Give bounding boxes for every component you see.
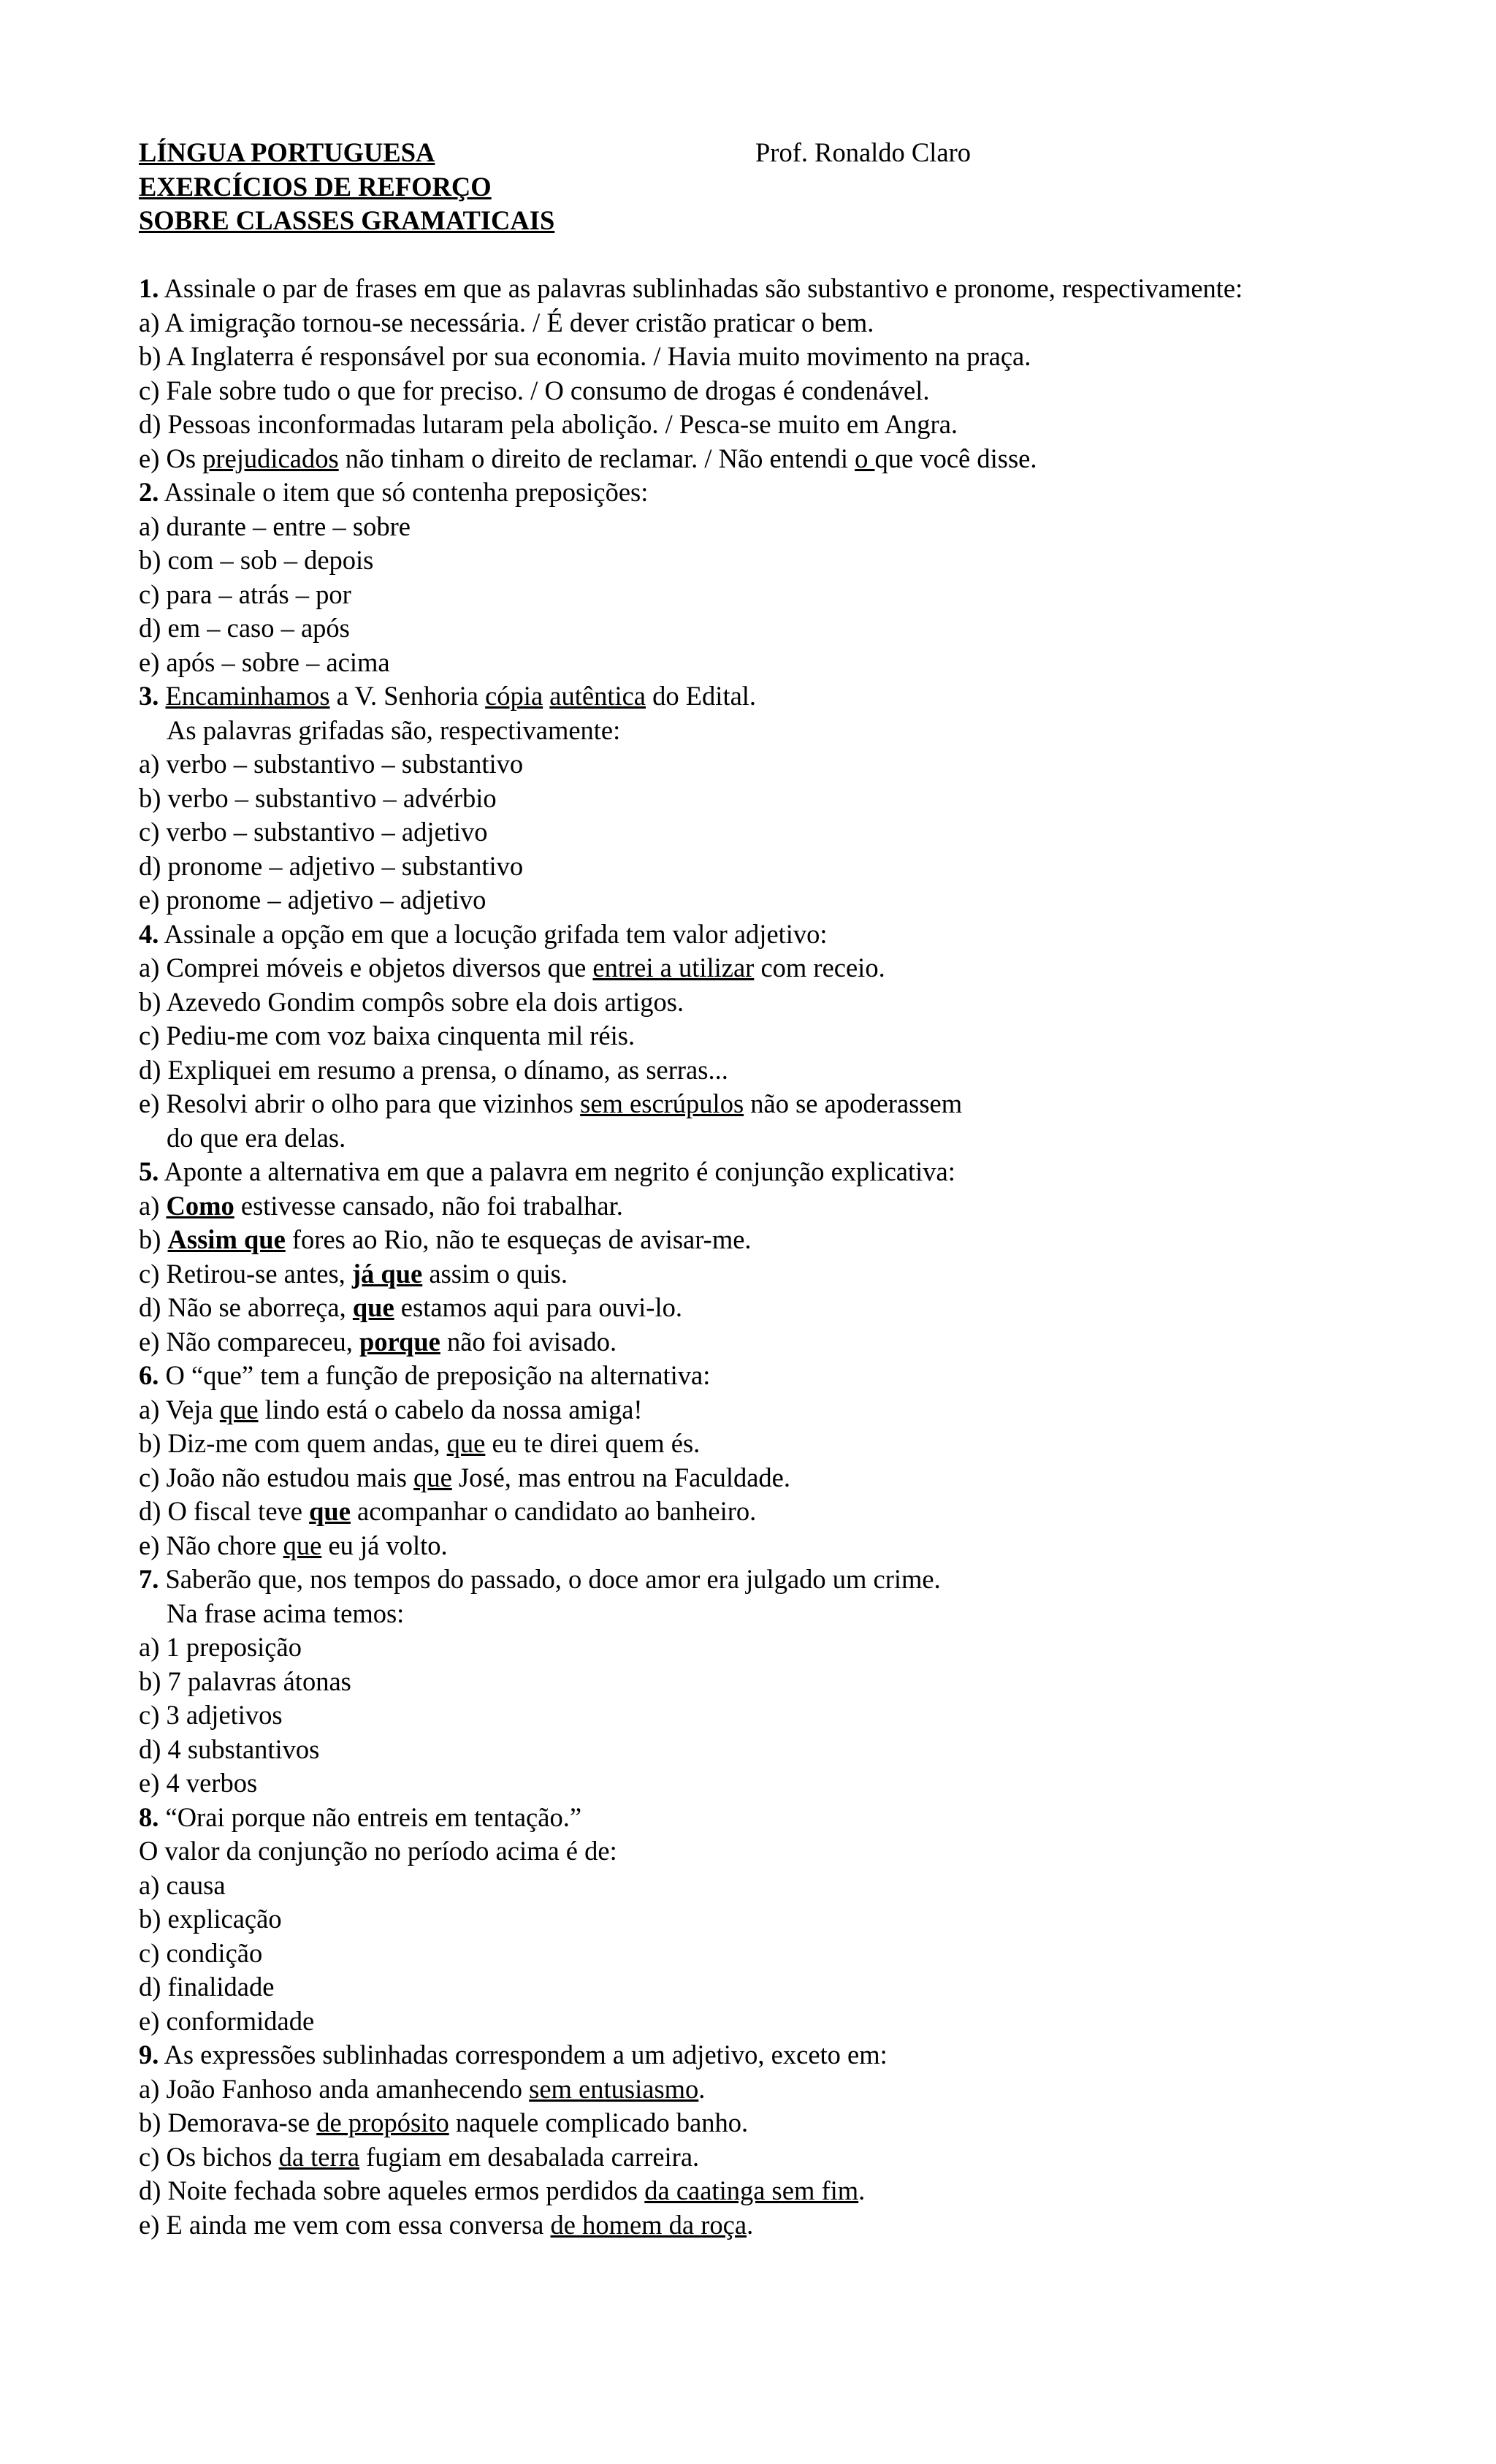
question-number: 1. xyxy=(139,273,159,303)
question-3-stem: 3. Encaminhamos a V. Senhoria cópia autêntica do Edital. xyxy=(139,681,757,711)
option-a: a) João Fanhoso anda amanhecendo sem entusiasmo. xyxy=(139,2073,706,2104)
option-d: d) Expliquei em resumo a prensa, o dínamo, as serras... xyxy=(139,1054,728,1085)
question-7-stem: 7. Saberão que, nos tempos do passado, o doce amor era julgado um crime. xyxy=(139,1564,941,1594)
option-e: e) Resolvi abrir o olho para que vizinhos sem escrúpulos não se apoderassem xyxy=(139,1088,963,1118)
option-d: d) pronome – adjetivo – substantivo xyxy=(139,850,524,881)
option-a: a) causa xyxy=(139,1869,226,1900)
option-c: c) verbo – substantivo – adjetivo xyxy=(139,817,488,847)
option-b: b) A Inglaterra é responsável por sua economia. / Havia muito movimento na praça. xyxy=(139,341,1031,371)
question-5-stem: 5. Aponte a alternativa em que a palavra em negrito é conjunção explicativa: xyxy=(139,1156,955,1186)
underlined-phrase: da caatinga sem fim xyxy=(644,2175,859,2205)
option-c: c) 3 adjetivos xyxy=(139,1700,283,1730)
option-a: a) Comprei móveis e objetos diversos que entrei a utilizar com receio. xyxy=(139,953,885,983)
option-d: d) em – caso – após xyxy=(139,613,350,643)
underlined-phrase: sem escrúpulos xyxy=(580,1088,744,1118)
underlined-word: que xyxy=(283,1530,322,1560)
option-e: e) conformidade xyxy=(139,2005,315,2036)
question-7-instruction: Na frase acima temos: xyxy=(167,1598,405,1628)
option-a: a) 1 preposição xyxy=(139,1632,302,1662)
option-d: d) Noite fechada sobre aqueles ermos perdidos da caatinga sem fim. xyxy=(139,2175,866,2205)
option-d: d) Pessoas inconformadas lutaram pela abolição. / Pesca-se muito em Angra. xyxy=(139,409,958,439)
option-c: c) Os bichos da terra fugiam em desabalada carreira. xyxy=(139,2141,700,2172)
question-number: 4. xyxy=(139,918,159,949)
question-number: 6. xyxy=(139,1360,159,1390)
option-a: a) Como estivesse cansado, não foi trabalhar. xyxy=(139,1190,623,1221)
document-content xyxy=(139,136,1439,2242)
option-d: d) 4 substantivos xyxy=(139,1733,320,1764)
underlined-word: autêntica xyxy=(549,681,646,711)
option-a: a) A imigração tornou-se necessária. / É dever cristão praticar o bem. xyxy=(139,307,874,337)
question-number: 3. xyxy=(139,681,159,711)
question-number: 8. xyxy=(139,1801,159,1832)
option-c: c) João não estudou mais que José, mas entrou na Faculdade. xyxy=(139,1462,790,1492)
option-b: b) Diz-me com quem andas, que eu te direi quem és. xyxy=(139,1428,701,1458)
question-4-stem: 4. Assinale a opção em que a locução grifada tem valor adjetivo: xyxy=(139,918,828,949)
question-number: 7. xyxy=(139,1564,159,1594)
bold-underlined-word: porque xyxy=(359,1326,440,1357)
bold-underlined-word: que xyxy=(352,1292,394,1322)
option-a: a) verbo – substantivo – substantivo xyxy=(139,749,524,779)
underlined-word: que xyxy=(446,1428,486,1458)
option-b: b) verbo – substantivo – advérbio xyxy=(139,782,497,813)
question-number: 2. xyxy=(139,477,159,507)
underlined-phrase: de homem da roça xyxy=(550,2209,747,2240)
question-number: 9. xyxy=(139,2040,159,2070)
question-9-stem: 9. As expressões sublinhadas correspondem a um adjetivo, exceto em: xyxy=(139,2040,888,2070)
question-8-stem: 8. “Orai porque não entreis em tentação.” xyxy=(139,1801,582,1832)
option-b: b) 7 palavras átonas xyxy=(139,1666,351,1696)
question-2-stem: 2. Assinale o item que só contenha preposições: xyxy=(139,477,649,507)
question-6-stem: 6. O “que” tem a função de preposição na alternativa: xyxy=(139,1360,711,1390)
option-e: e) pronome – adjetivo – adjetivo xyxy=(139,885,486,915)
option-c: c) condição xyxy=(139,1937,263,1968)
underlined-word: que xyxy=(413,1462,452,1492)
header-row xyxy=(139,136,1439,170)
option-c: c) Fale sobre tudo o que for preciso. / O consumo de drogas é condenável. xyxy=(139,375,930,405)
option-e-continuation: do que era delas. xyxy=(167,1122,346,1153)
option-b: b) com – sob – depois xyxy=(139,545,374,575)
option-c: c) para – atrás – por xyxy=(139,579,351,609)
option-b: b) Assim que fores ao Rio, não te esqueças de avisar-me. xyxy=(139,1224,752,1254)
underlined-word: que xyxy=(219,1394,259,1424)
underlined-phrase: da terra xyxy=(278,2141,360,2172)
question-3-instruction: As palavras grifadas são, respectivamente: xyxy=(167,714,621,745)
topic-title: SOBRE CLASSES GRAMATICAIS xyxy=(139,205,555,235)
option-e: e) Os prejudicados não tinham o direito de reclamar. / Não entendi o que você disse. xyxy=(139,443,1037,473)
bold-underlined-word: Como xyxy=(166,1190,234,1221)
option-e: e) após – sobre – acima xyxy=(139,646,390,677)
underlined-word: o xyxy=(855,443,875,473)
option-a: a) Veja que lindo está o cabelo da nossa amiga! xyxy=(139,1394,643,1424)
underlined-phrase: sem entusiasmo xyxy=(529,2073,699,2104)
underlined-phrase: entrei a utilizar xyxy=(592,953,755,983)
option-d: d) finalidade xyxy=(139,1972,275,2002)
teacher-name: Prof. Ronaldo Claro xyxy=(755,137,972,167)
option-b: b) explicação xyxy=(139,1904,282,1934)
underlined-word: Encaminhamos xyxy=(165,681,330,711)
underlined-phrase: de propósito xyxy=(316,2108,449,2137)
underlined-word: cópia xyxy=(485,681,543,711)
exercise-title: EXERCÍCIOS DE REFORÇO xyxy=(139,171,492,202)
subject-title: LÍNGUA PORTUGUESA xyxy=(139,137,435,167)
option-e: e) 4 verbos xyxy=(139,1768,258,1798)
option-c: c) Retirou-se antes, já que assim o quis. xyxy=(139,1258,568,1289)
option-d: d) Não se aborreça, que estamos aqui para ouvi-lo. xyxy=(139,1292,682,1322)
option-a: a) durante – entre – sobre xyxy=(139,511,411,541)
option-c: c) Pediu-me com voz baixa cinquenta mil réis. xyxy=(139,1021,636,1050)
bold-underlined-word: que xyxy=(309,1496,351,1526)
underlined-word: prejudicados xyxy=(202,443,339,473)
option-b: b) Azevedo Gondim compôs sobre ela dois artigos. xyxy=(139,986,684,1017)
question-number: 5. xyxy=(139,1156,159,1186)
question-1-stem: 1. Assinale o par de frases em que as palavras sublinhadas são substantivo e pronome, respectivamente: xyxy=(139,273,1243,303)
option-e: e) Não compareceu, porque não foi avisado. xyxy=(139,1326,617,1357)
option-e: e) Não chore que eu já volto. xyxy=(139,1530,448,1560)
bold-underlined-word: Assim que xyxy=(167,1224,286,1254)
option-e: e) E ainda me vem com essa conversa de homem da roça. xyxy=(139,2209,754,2240)
option-b: b) Demorava-se de propósito naquele complicado banho. xyxy=(139,2108,749,2137)
option-d: d) O fiscal teve que acompanhar o candidato ao banheiro. xyxy=(139,1496,757,1526)
question-8-instruction: O valor da conjunção no período acima é de: xyxy=(139,1836,617,1866)
bold-underlined-word: já que xyxy=(351,1258,423,1289)
